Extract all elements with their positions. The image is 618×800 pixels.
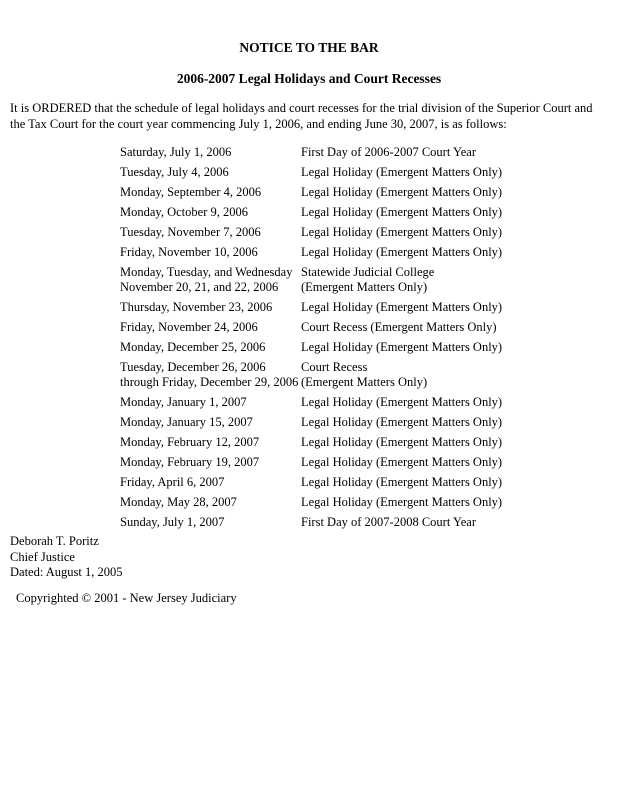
schedule-row — [120, 145, 600, 160]
schedule-description — [301, 475, 600, 490]
schedule-description — [301, 415, 600, 430]
schedule-date-line: Monday, February 19, 2007 — [120, 455, 260, 469]
schedule-description-line: Legal Holiday (Emergent Matters Only) — [301, 225, 503, 239]
schedule-row — [120, 265, 600, 295]
schedule-date — [120, 300, 301, 315]
schedule-description — [301, 245, 600, 260]
schedule-description — [301, 495, 600, 510]
schedule-date-line: Monday, February 12, 2007 — [120, 435, 260, 449]
schedule-date-line: Monday, December 25, 2006 — [120, 340, 266, 354]
schedule-description — [301, 515, 600, 530]
schedule-description-line: Legal Holiday (Emergent Matters Only) — [301, 165, 503, 179]
schedule-date-line: Tuesday, November 7, 2006 — [120, 225, 261, 239]
schedule-row — [120, 185, 600, 200]
schedule-description — [301, 300, 600, 315]
signer-role: Chief Justice — [10, 549, 75, 564]
schedule-row — [120, 205, 600, 220]
schedule-description-line: First Day of 2007-2008 Court Year — [301, 515, 476, 529]
schedule-description — [301, 265, 600, 295]
schedule-description-line: Legal Holiday (Emergent Matters Only) — [301, 415, 503, 429]
schedule-date-line: Monday, September 4, 2006 — [120, 185, 262, 199]
schedule-row — [120, 165, 600, 180]
schedule-row — [120, 360, 600, 390]
schedule-date-line: Monday, January 1, 2007 — [120, 395, 247, 409]
schedule-row — [120, 395, 600, 410]
schedule-date — [120, 340, 301, 355]
schedule-date-line: Friday, April 6, 2007 — [120, 475, 225, 489]
schedule-description — [301, 320, 600, 335]
schedule-description — [301, 360, 600, 390]
schedule-description — [301, 395, 600, 410]
schedule-description-line: Legal Holiday (Emergent Matters Only) — [301, 455, 503, 469]
schedule-date-line: Monday, Tuesday, and Wednesday — [120, 265, 293, 279]
schedule-date — [120, 360, 301, 390]
schedule-description — [301, 340, 600, 355]
schedule-date-line: Tuesday, July 4, 2006 — [120, 165, 229, 179]
schedule-date — [120, 395, 301, 410]
order-paragraph: It is ORDERED that the schedule of legal holidays and court recesses for the trial division of the Superior Court and the Tax Court for the court year commencing July 1, 2006, and ending June 30, 2007, is as follows: — [10, 101, 593, 131]
schedule-date — [120, 475, 301, 490]
schedule-date-line: Thursday, November 23, 2006 — [120, 300, 273, 314]
signer-name: Deborah T. Poritz — [10, 534, 99, 548]
schedule-row — [120, 495, 600, 510]
schedule-date — [120, 145, 301, 160]
schedule-date-line: through Friday, December 29, 2006 — [120, 375, 299, 389]
schedule-description-line: Legal Holiday (Emergent Matters Only) — [301, 245, 503, 259]
schedule-date-line: Saturday, July 1, 2006 — [120, 145, 232, 159]
schedule-description — [301, 205, 600, 220]
page-subtitle: 2006-2007 Legal Holidays and Court Recesses — [176, 71, 442, 86]
schedule-date-line: Monday, October 9, 2006 — [120, 205, 248, 219]
schedule-row — [120, 415, 600, 430]
schedule-date — [120, 225, 301, 240]
schedule-description — [301, 435, 600, 450]
schedule-date-line: Friday, November 10, 2006 — [120, 245, 258, 259]
schedule-description-line: (Emergent Matters Only) — [301, 375, 428, 389]
schedule-description-line: (Emergent Matters Only) — [301, 280, 428, 294]
holiday-schedule — [120, 145, 600, 535]
signature-date: Dated: August 1, 2005 — [10, 565, 123, 579]
schedule-date — [120, 455, 301, 470]
schedule-date-line: Friday, November 24, 2006 — [120, 320, 258, 334]
schedule-row — [120, 515, 600, 530]
schedule-description-line: Statewide Judicial College — [301, 265, 435, 279]
schedule-date — [120, 320, 301, 335]
schedule-date — [120, 515, 301, 530]
schedule-description — [301, 455, 600, 470]
schedule-description — [301, 185, 600, 200]
schedule-description — [301, 225, 600, 240]
schedule-date — [120, 265, 301, 295]
schedule-description-line: Legal Holiday (Emergent Matters Only) — [301, 205, 503, 219]
schedule-row — [120, 225, 600, 240]
signature-block — [10, 534, 123, 581]
schedule-description — [301, 165, 600, 180]
schedule-description-line: Legal Holiday (Emergent Matters Only) — [301, 395, 503, 409]
copyright-notice: Copyrighted © 2001 - New Jersey Judiciary — [16, 591, 237, 605]
schedule-row — [120, 340, 600, 355]
schedule-row — [120, 300, 600, 315]
schedule-description-line: Legal Holiday (Emergent Matters Only) — [301, 475, 503, 489]
schedule-date — [120, 245, 301, 260]
schedule-date — [120, 205, 301, 220]
schedule-date-line: Tuesday, December 26, 2006 — [120, 360, 266, 374]
schedule-date — [120, 495, 301, 510]
schedule-row — [120, 320, 600, 335]
schedule-description-line: Legal Holiday (Emergent Matters Only) — [301, 300, 503, 314]
schedule-row — [120, 455, 600, 470]
schedule-date — [120, 415, 301, 430]
schedule-description-line: Legal Holiday (Emergent Matters Only) — [301, 495, 503, 509]
schedule-date — [120, 435, 301, 450]
schedule-row — [120, 245, 600, 260]
schedule-date-line: November 20, 21, and 22, 2006 — [120, 280, 279, 294]
schedule-date-line: Monday, January 15, 2007 — [120, 415, 253, 429]
schedule-date-line: Sunday, July 1, 2007 — [120, 515, 225, 529]
schedule-row — [120, 435, 600, 450]
schedule-description-line: Legal Holiday (Emergent Matters Only) — [301, 340, 503, 354]
schedule-date — [120, 165, 301, 180]
schedule-date-line: Monday, May 28, 2007 — [120, 495, 237, 509]
schedule-description-line: Court Recess — [301, 360, 368, 374]
schedule-description — [301, 145, 600, 160]
schedule-description-line: Court Recess (Emergent Matters Only) — [301, 320, 497, 334]
schedule-description-line: Legal Holiday (Emergent Matters Only) — [301, 435, 503, 449]
schedule-row — [120, 475, 600, 490]
schedule-description-line: Legal Holiday (Emergent Matters Only) — [301, 185, 503, 199]
page-title: NOTICE TO THE BAR — [239, 40, 379, 55]
schedule-date — [120, 185, 301, 200]
schedule-description-line: First Day of 2006-2007 Court Year — [301, 145, 476, 159]
